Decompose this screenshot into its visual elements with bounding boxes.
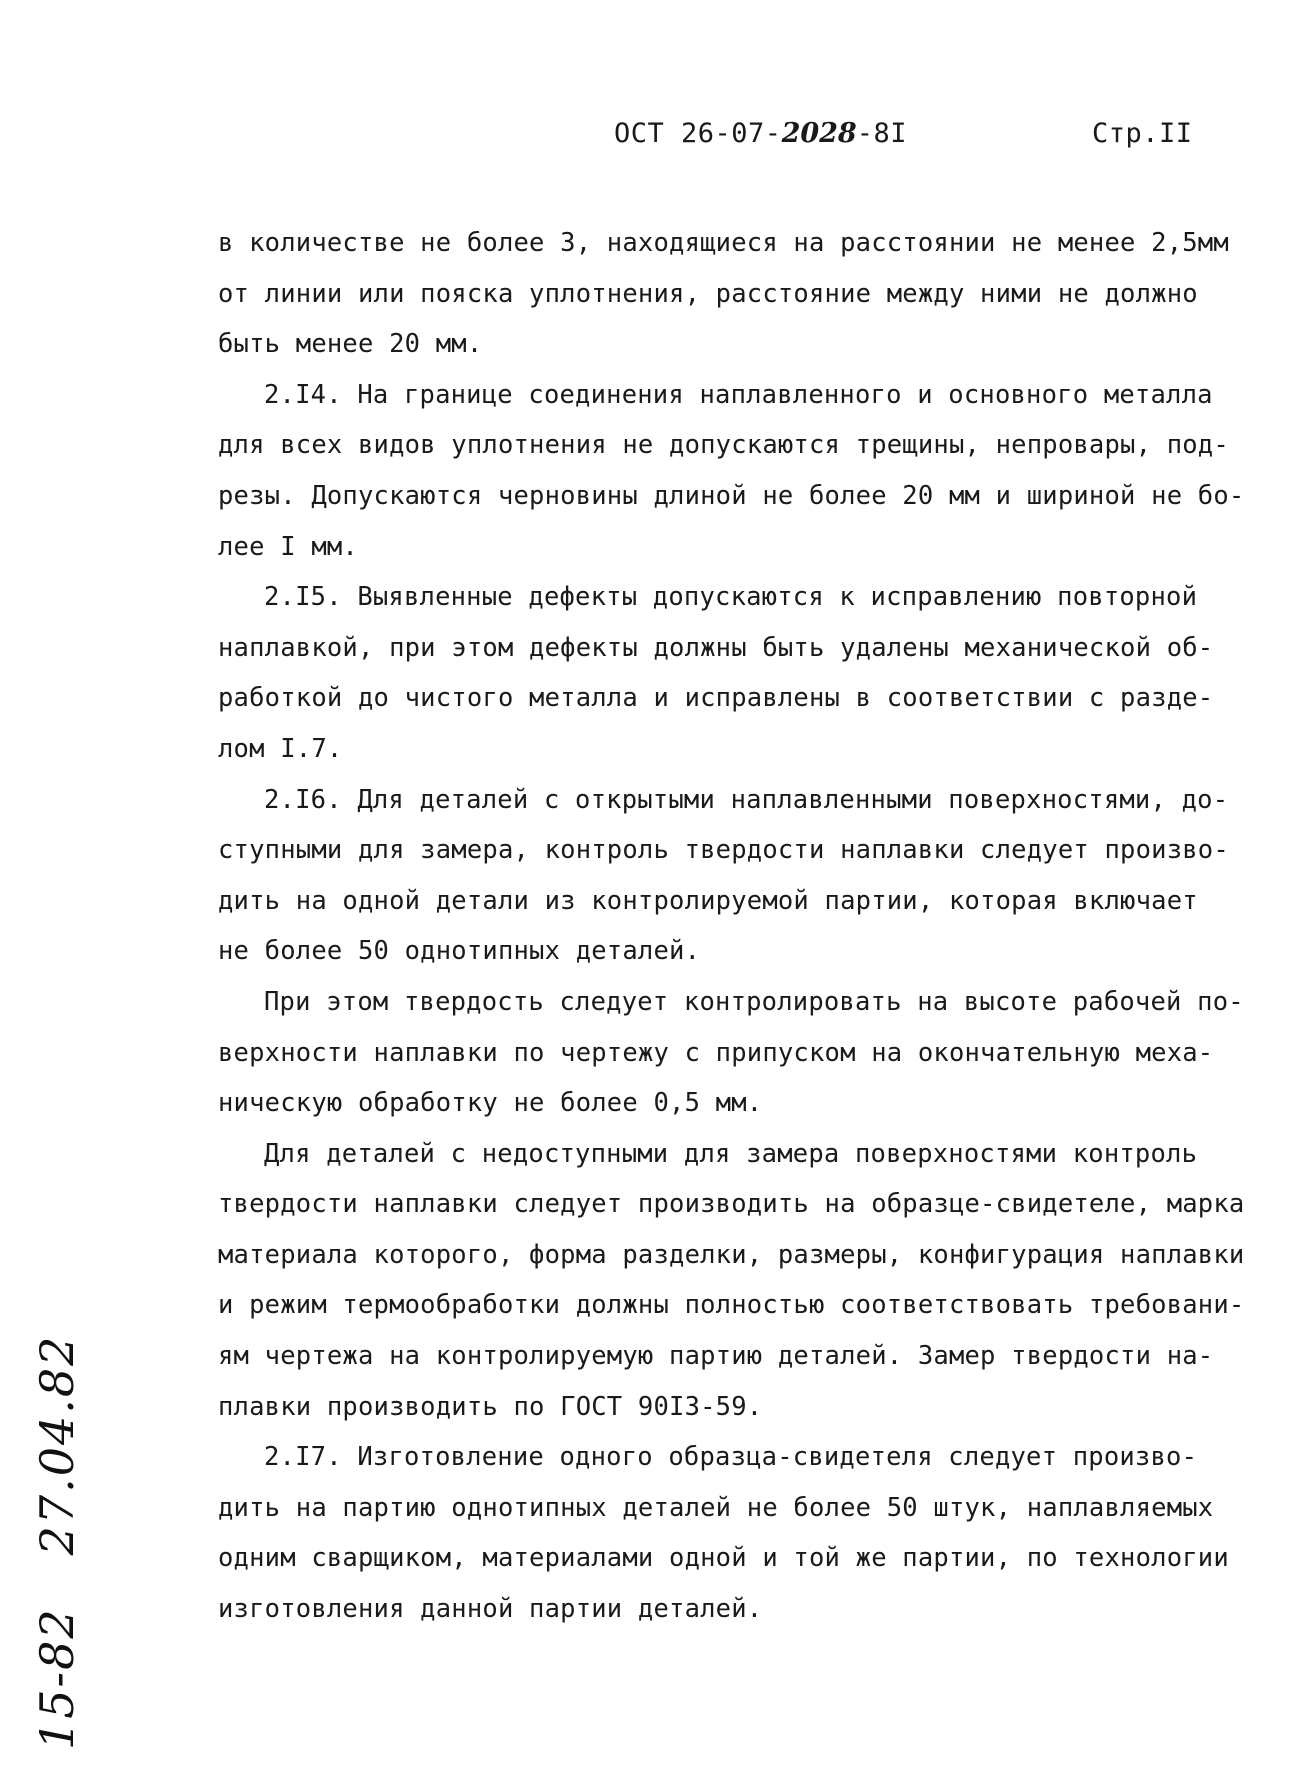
paragraph-hardness-height	[218, 977, 1244, 1129]
paragraph-2-14	[218, 370, 1245, 572]
text-line: в количестве не более 3, находящиеся на расстоянии не менее 2,5мм	[218, 228, 1229, 258]
paragraph-2-15	[218, 572, 1238, 774]
text-line: дить на партию однотипных деталей не более 50 штук, наплавляемых	[218, 1492, 1214, 1523]
text-line: ям чертежа на контролируемую партию деталей. Замер твердости на-	[218, 1341, 1214, 1372]
paragraph-continuation	[218, 218, 1238, 370]
text-line: ступными для замера, контроль твердости наплавки следует произво-	[218, 835, 1229, 866]
text-line: 2.I5. Выявленные дефекты допускаются к исправлению повторной	[264, 582, 1198, 613]
document-code-prefix: ОСТ 26-07-	[614, 118, 782, 149]
text-line: изготовления данной партии деталей.	[218, 1594, 763, 1625]
text-line: При этом твердость следует контролировать на высоте рабочей по-	[264, 986, 1244, 1017]
text-line: ническую обработку не более 0,5 мм.	[218, 1088, 763, 1119]
document-code-handwritten-number: 2028	[781, 118, 857, 149]
text-line: работкой до чистого металла и исправлены в соответствии с разде-	[218, 683, 1214, 714]
document-code	[614, 118, 907, 149]
text-line: одним сварщиком, материалами одной и той же партии, по технологии	[218, 1543, 1229, 1574]
text-line: лее I мм.	[218, 531, 358, 562]
text-line: быть менее 20 мм.	[218, 329, 483, 360]
document-code-suffix: -8I	[856, 118, 907, 149]
text-line: наплавкой, при этом дефекты должны быть удалены механической об-	[218, 632, 1214, 663]
text-line: и режим термообработки должны полностью соответствовать требовани-	[218, 1290, 1245, 1321]
text-line: от линии или пояска уплотнения, расстояние между ними не должно	[218, 278, 1198, 309]
text-line: 2.I6. Для деталей с открытыми наплавленными поверхностями, до-	[264, 784, 1229, 815]
paragraph-witness-sample	[218, 1129, 1245, 1433]
margin-note-number: 15-82	[30, 1607, 84, 1750]
text-line: дить на одной детали из контролируемой партии, которая включает	[218, 885, 1198, 916]
text-line: 2.I4. На границе соединения наплавленного и основного металла	[264, 379, 1213, 410]
text-line: не более 50 однотипных деталей.	[218, 936, 701, 967]
paragraph-2-16	[218, 775, 1238, 977]
text-line: твердости наплавки следует производить на образце-свидетеле, марка	[218, 1189, 1245, 1220]
text-line: резы. Допускаются черновины длиной не более 20 мм и шириной не бо-	[218, 480, 1245, 511]
text-line: Для деталей с недоступными для замера поверхностями контроль	[264, 1138, 1198, 1169]
page-header	[0, 118, 1294, 158]
text-line: материала которого, форма разделки, размеры, конфигурация наплавки	[218, 1239, 1245, 1270]
text-line: 2.I7. Изготовление одного образца-свидетеля следует произво-	[264, 1442, 1198, 1473]
page-number: Стр.II	[1092, 118, 1193, 149]
text-line: верхности наплавки по чертежу с припуском на окончательную меха-	[218, 1037, 1214, 1068]
paragraph-2-17	[218, 1432, 1238, 1634]
margin-note-date: 27.04.82	[30, 1334, 84, 1556]
text-line: для всех видов уплотнения не допускаются трещины, непровары, под-	[218, 430, 1229, 461]
body-text	[218, 218, 1245, 1635]
handwritten-margin-note	[30, 1283, 84, 1750]
text-line: плавки производить по ГОСТ 90I3-59.	[218, 1391, 763, 1422]
text-line: лом I.7.	[218, 733, 343, 764]
